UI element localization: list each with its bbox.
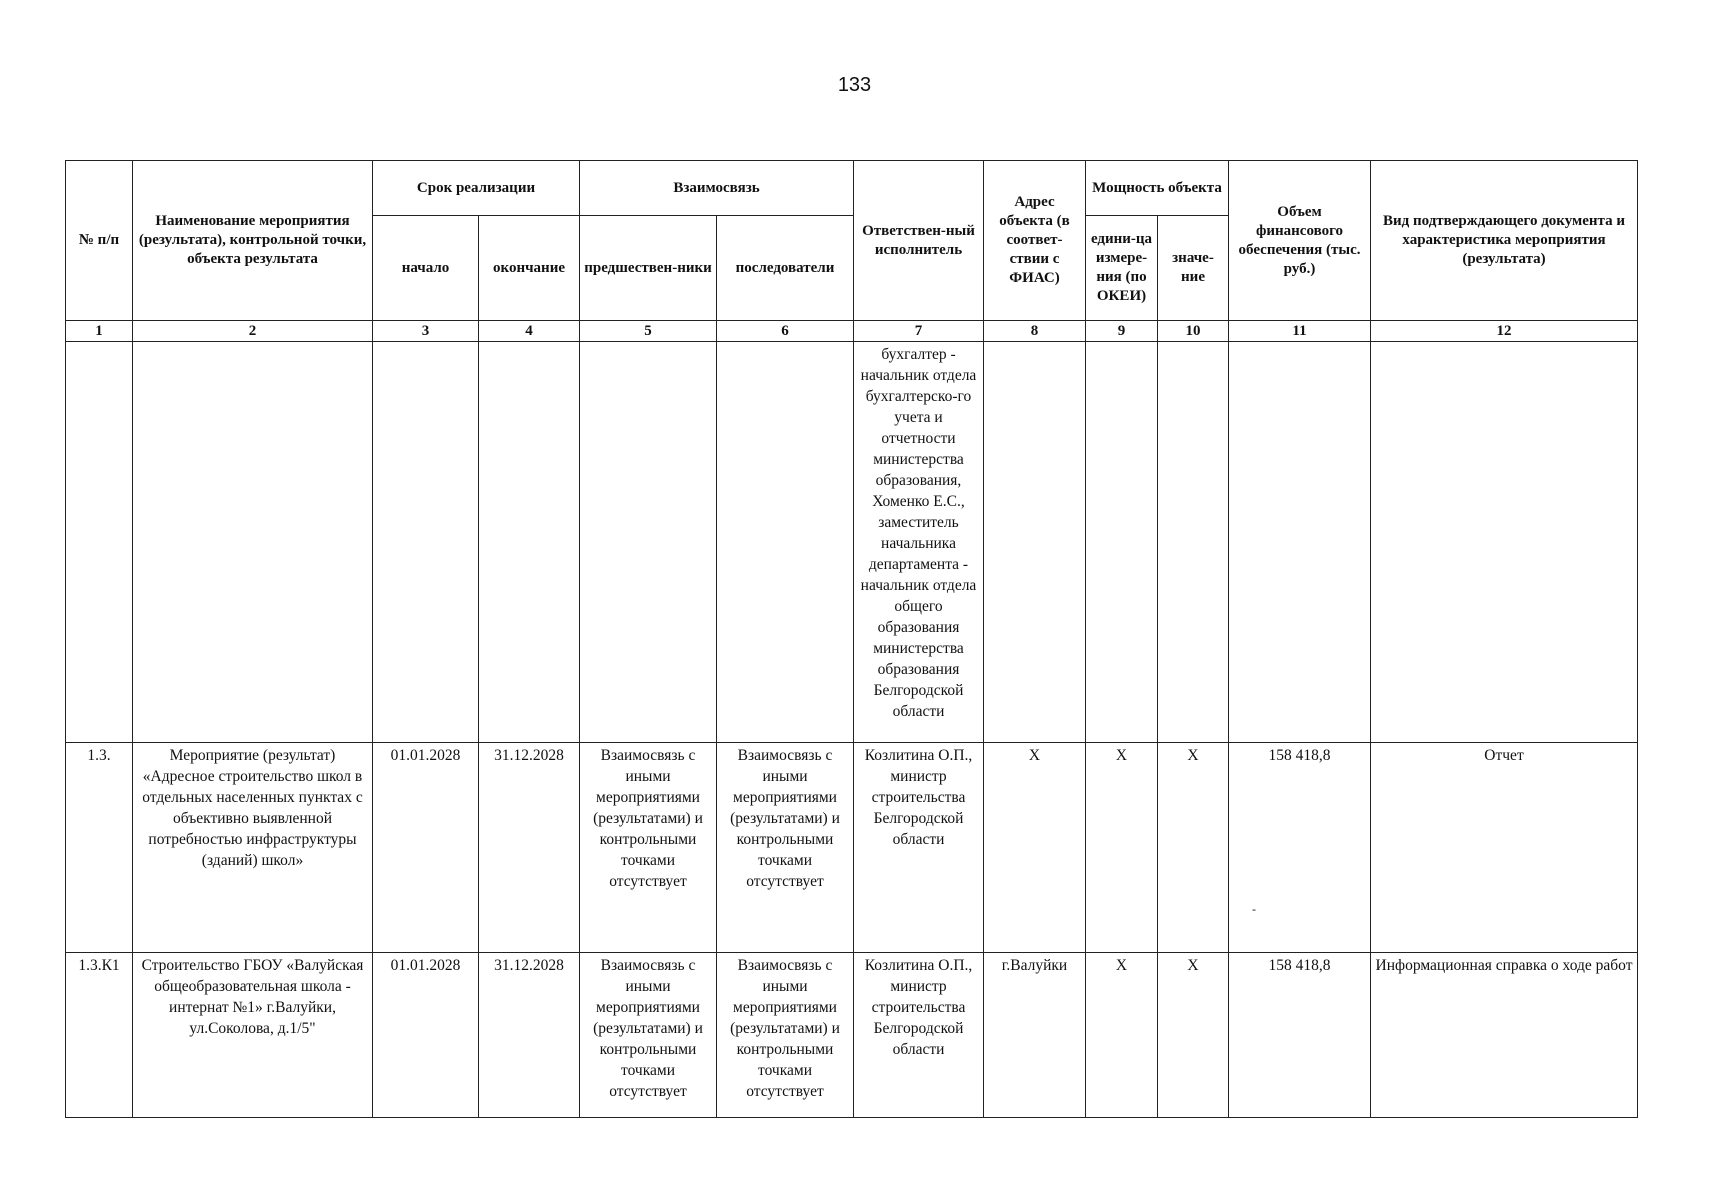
column-number: 4 <box>479 321 580 342</box>
header-responsible: Ответствен-ный исполнитель <box>854 161 984 321</box>
column-number: 7 <box>854 321 984 342</box>
header-document: Вид подтверждающего документа и характеристика мероприятия (результата) <box>1371 161 1638 321</box>
header-successors: последователи <box>717 216 854 321</box>
cell-predecessors <box>580 342 717 743</box>
cell-no: 1.3. <box>66 743 133 953</box>
cell-no: 1.3.К1 <box>66 953 133 1118</box>
header-start: начало <box>373 216 479 321</box>
cell-value: Х <box>1158 743 1229 953</box>
cell-no <box>66 342 133 743</box>
column-number: 3 <box>373 321 479 342</box>
cell-value <box>1158 342 1229 743</box>
column-number: 11 <box>1229 321 1371 342</box>
header-address: Адрес объекта (в соответ-ствии с ФИАС) <box>984 161 1086 321</box>
cell-name: Строительство ГБОУ «Валуйская общеобразовательная школа - интернат №1» г.Валуйки, ул.Соколова, д.1/5" <box>133 953 373 1118</box>
cell-predecessors: Взаимосвязь с иными мероприятиями (результатами) и контрольными точками отсутствует <box>580 953 717 1118</box>
cell-successors: Взаимосвязь с иными мероприятиями (результатами) и контрольными точками отсутствует <box>717 953 854 1118</box>
cell-unit <box>1086 342 1158 743</box>
cell-name <box>133 342 373 743</box>
table-row <box>66 743 1638 953</box>
page-number: 133 <box>837 74 872 96</box>
cell-predecessors: Взаимосвязь с иными мероприятиями (результатами) и контрольными точками отсутствует <box>580 743 717 953</box>
cell-successors: Взаимосвязь с иными мероприятиями (результатами) и контрольными точками отсутствует <box>717 743 854 953</box>
cell-responsible: Козлитина О.П., министр строительства Белгородской области <box>854 743 984 953</box>
cell-name: Мероприятие (результат) «Адресное строительство школ в отдельных населенных пунктах с объективно выявленной потребностью инфраструктуры (зданий) школ» <box>133 743 373 953</box>
cell-address <box>984 342 1086 743</box>
header-name: Наименование мероприятия (результата), контрольной точки, объекта результата <box>133 161 373 321</box>
column-number: 6 <box>717 321 854 342</box>
cell-unit: Х <box>1086 953 1158 1118</box>
header-end: окончание <box>479 216 580 321</box>
table-row <box>66 953 1638 1118</box>
header-relation: Взаимосвязь <box>580 161 854 216</box>
cell-end: 31.12.2028 <box>479 743 580 953</box>
cell-responsible: Козлитина О.П., министр строительства Белгородской области <box>854 953 984 1118</box>
cell-start: 01.01.2028 <box>373 743 479 953</box>
column-number: 8 <box>984 321 1086 342</box>
cell-volume: 158 418,8 <box>1229 743 1371 953</box>
cell-value: Х <box>1158 953 1229 1118</box>
cell-unit: Х <box>1086 743 1158 953</box>
column-number: 10 <box>1158 321 1229 342</box>
header-value: значе-ние <box>1158 216 1229 321</box>
cell-address: г.Валуйки <box>984 953 1086 1118</box>
cell-document: Отчет <box>1371 743 1638 953</box>
header-period: Срок реализации <box>373 161 580 216</box>
cell-end: 31.12.2028 <box>479 953 580 1118</box>
header-predecessors: предшествен-ники <box>580 216 717 321</box>
cell-end <box>479 342 580 743</box>
header-no: № п/п <box>66 161 133 321</box>
activities-table <box>65 160 1638 1118</box>
cell-volume: 158 418,8 <box>1229 953 1371 1118</box>
header-capacity: Мощность объекта <box>1086 161 1229 216</box>
cell-successors <box>717 342 854 743</box>
cell-start: 01.01.2028 <box>373 953 479 1118</box>
column-number: 2 <box>133 321 373 342</box>
cell-responsible: бухгалтер - начальник отдела бухгалтерско-го учета и отчетности министерства образования, Хоменко Е.С., заместитель начальника департамента - начальник отдела общего образования министерства образования Белгородской области <box>854 342 984 743</box>
cell-document <box>1371 342 1638 743</box>
table-row <box>66 342 1638 743</box>
cell-address: Х <box>984 743 1086 953</box>
cell-document: Информационная справка о ходе работ <box>1371 953 1638 1118</box>
header-volume: Объем финансового обеспечения (тыс. руб.) <box>1229 161 1371 321</box>
column-number: 9 <box>1086 321 1158 342</box>
stray-mark: - <box>1252 902 1256 916</box>
column-number: 12 <box>1371 321 1638 342</box>
header-unit: едини-ца измере-ния (по ОКЕИ) <box>1086 216 1158 321</box>
column-number: 1 <box>66 321 133 342</box>
cell-start <box>373 342 479 743</box>
column-number: 5 <box>580 321 717 342</box>
cell-volume <box>1229 342 1371 743</box>
